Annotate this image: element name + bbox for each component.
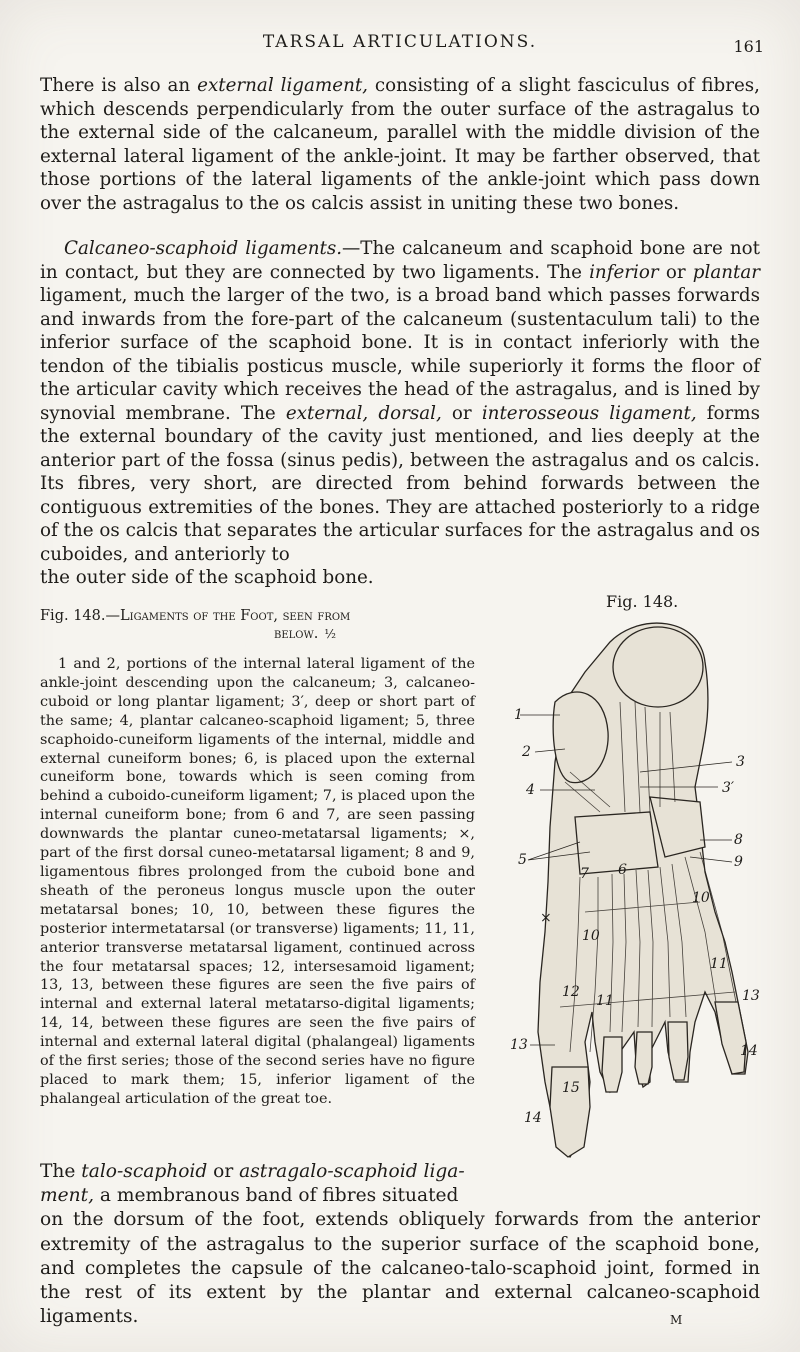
figure-description: 1 and 2, portions of the internal lateral ligament of the ankle-joint descending upon the calcaneum; 3, calcaneo-cuboid or long plantar ligament; 3′, deep or short part of the same; 4, plantar calcaneo-scaphoid ligament; 5, three scaphoido-cuneiform ligaments of the internal, middle and external cuneiform bones; 6, is placed upon the external cuneiform bone, towards which is seen coming from behind a cuboido-cuneiform ligament; 7, is placed upon the internal cuneiform bone; from 6 and 7, are seen passing downwards the plantar cuneo-metatarsal ligaments; ×, part of the first dorsal cuneo-metatarsal ligament; 8 and 9, ligamentous fibres prolonged from the cuboid bone and sheath of the peroneus longus muscle upon the outer metatarsal bones; 10, 10, between these figures the posterior intermetatarsal (or transverse) ligaments; 11, 11, anterior transverse metatarsal ligament, continued across the four metatarsal spaces; 12, intersesamoid ligament; 13, 13, between these figures are seen the five pairs of internal and external lateral metatarso-digital ligaments; 14, 14, between these figures are seen the five pairs of internal and external lateral digital (phalangeal) ligaments of the first series; those of the second series have no figure placed to mark them; 15, inferior ligament of the phalangeal articulation of the great toe. [40,656,475,1107]
callout-12: 12 [562,984,580,1000]
callout-15: 15 [562,1080,580,1096]
page-number: 161 [733,37,764,56]
intro-term-external-ligament: external ligament, [197,75,368,96]
paragraph-external-ligament [40,74,760,215]
bottom-or: or [207,1161,240,1182]
callout-14-b: 14 [524,1110,542,1126]
calc-or-1: or [658,261,693,283]
page-header [0,28,800,58]
section-heading-calcaneo-scaphoid: Calcaneo-scaphoid ligaments. [64,238,343,259]
foot-illustration-svg [500,612,780,1177]
paragraph-calcaneo-scaphoid [40,237,760,590]
callout-11-a: 11 [710,956,728,972]
calc-text-2: ligament, much the larger of the two, is a broad band which passes forwards and inwards from the fore-part of the calcaneum (sustentaculum tali) to the inferior surface of the scaphoid bone. It is in contact inferiorly with the tendon of the tibialis posticus muscle, while superiorly it forms the floor of the articular cavity which receives the head of the astragalus, and is lined by synovial membrane. The [40,285,760,424]
callout-8: 8 [734,832,743,848]
callout-13-a: 13 [742,988,760,1004]
fifth-toe [715,1002,746,1074]
callout-10-a: 10 [692,890,710,906]
figure-label: Fig. 148. [606,592,679,611]
third-toe [635,1032,652,1084]
term-external: external, [285,402,369,424]
callout-13-b: 13 [510,1037,528,1053]
calc-text-3: forms the external boundary of the cavity just mentioned, and lies deeply at the anterior part of the fossa (sinus pedis), between the astragalus and os calcis. Its fibres, very short, are directed from behind forwards between the contiguous extremities of the bones. They are attached posteriorly to a ridge of the os calcis that separates the articular surfaces for the astragalus and os cuboides, and anteriorly to [40,402,761,565]
callout-2: 2 [522,744,531,760]
caption-scale: ½ [324,627,336,641]
caption-title-line-1: Ligaments of the Foot, seen from [119,608,351,624]
calc-text-4: the outer side of the scaphoid bone. [40,567,374,588]
second-toe [602,1037,622,1092]
calcaneum-tuberosity [613,627,703,707]
fourth-toe [668,1022,688,1080]
caption-prefix: Fig. 148.— [40,608,120,624]
callout-5: 5 [518,852,527,868]
callout-6: 6 [618,862,627,878]
calc-text-1: —The calcaneum and scaphoid bone are not in contact, but they are connected by two ligaments. The [40,238,760,283]
bottom-text-1: a membranous band of fibres situated [94,1185,459,1207]
calc-space [368,403,378,424]
term-plantar: plantar [692,261,760,283]
callout-9: 9 [734,854,743,870]
intro-text-1: There is also an [40,75,198,96]
term-ligament-suffix: ment, [40,1185,94,1207]
calc-or-2: or [441,402,482,424]
term-astragalo-scaphoid: astragalo-scaphoid liga- [239,1161,465,1182]
running-title: TARSAL ARTICULATIONS. [262,32,538,52]
bottom-the: The [40,1161,82,1182]
callout-14-a: 14 [740,1043,758,1059]
callout-4: 4 [526,782,535,798]
term-dorsal: dorsal, [378,402,442,424]
callout-1: 1 [514,707,523,723]
cuneiform-group [575,812,658,874]
callout-10-b: 10 [582,928,600,944]
callout-3: 3 [736,754,745,770]
callout-7: 7 [580,866,589,882]
intro-text-2: consisting of a slight fasciculus of fibres, which descends perpendicularly from the outer surface of the astragalus to the external side of the calcaneum, parallel with the middle division of the external lateral ligament of the ankle-joint. It may be farther observed, that those portions of the lateral ligaments of the ankle-joint which pass down over the astragalus to the os calcis assist in uniting these two bones. [40,75,760,214]
callout-x: × [540,910,552,926]
callout-3-prime: 3′ [722,780,735,796]
term-inferior: inferior [589,261,659,283]
foot-ligaments-illustration [500,612,780,1177]
figure-caption [40,607,480,643]
callout-11-b: 11 [596,993,614,1009]
term-talo-scaphoid: talo-scaphoid [81,1161,208,1182]
term-interosseous: interosseous ligament, [481,402,697,424]
signature-mark: M [670,1313,684,1327]
caption-title-line-2: below. [273,626,319,642]
paragraph-talo-scaphoid [40,1160,760,1329]
bottom-text-2: on the dorsum of the foot, extends obliquely forwards from the anterior extremity of the astragalus to the superior surface of the scaphoid bone, and completes the capsule of the calcaneo-talo-scaphoid joint, formed in the rest of its extent by the plantar and external calcaneo-scaphoid ligaments. [40,1209,760,1328]
